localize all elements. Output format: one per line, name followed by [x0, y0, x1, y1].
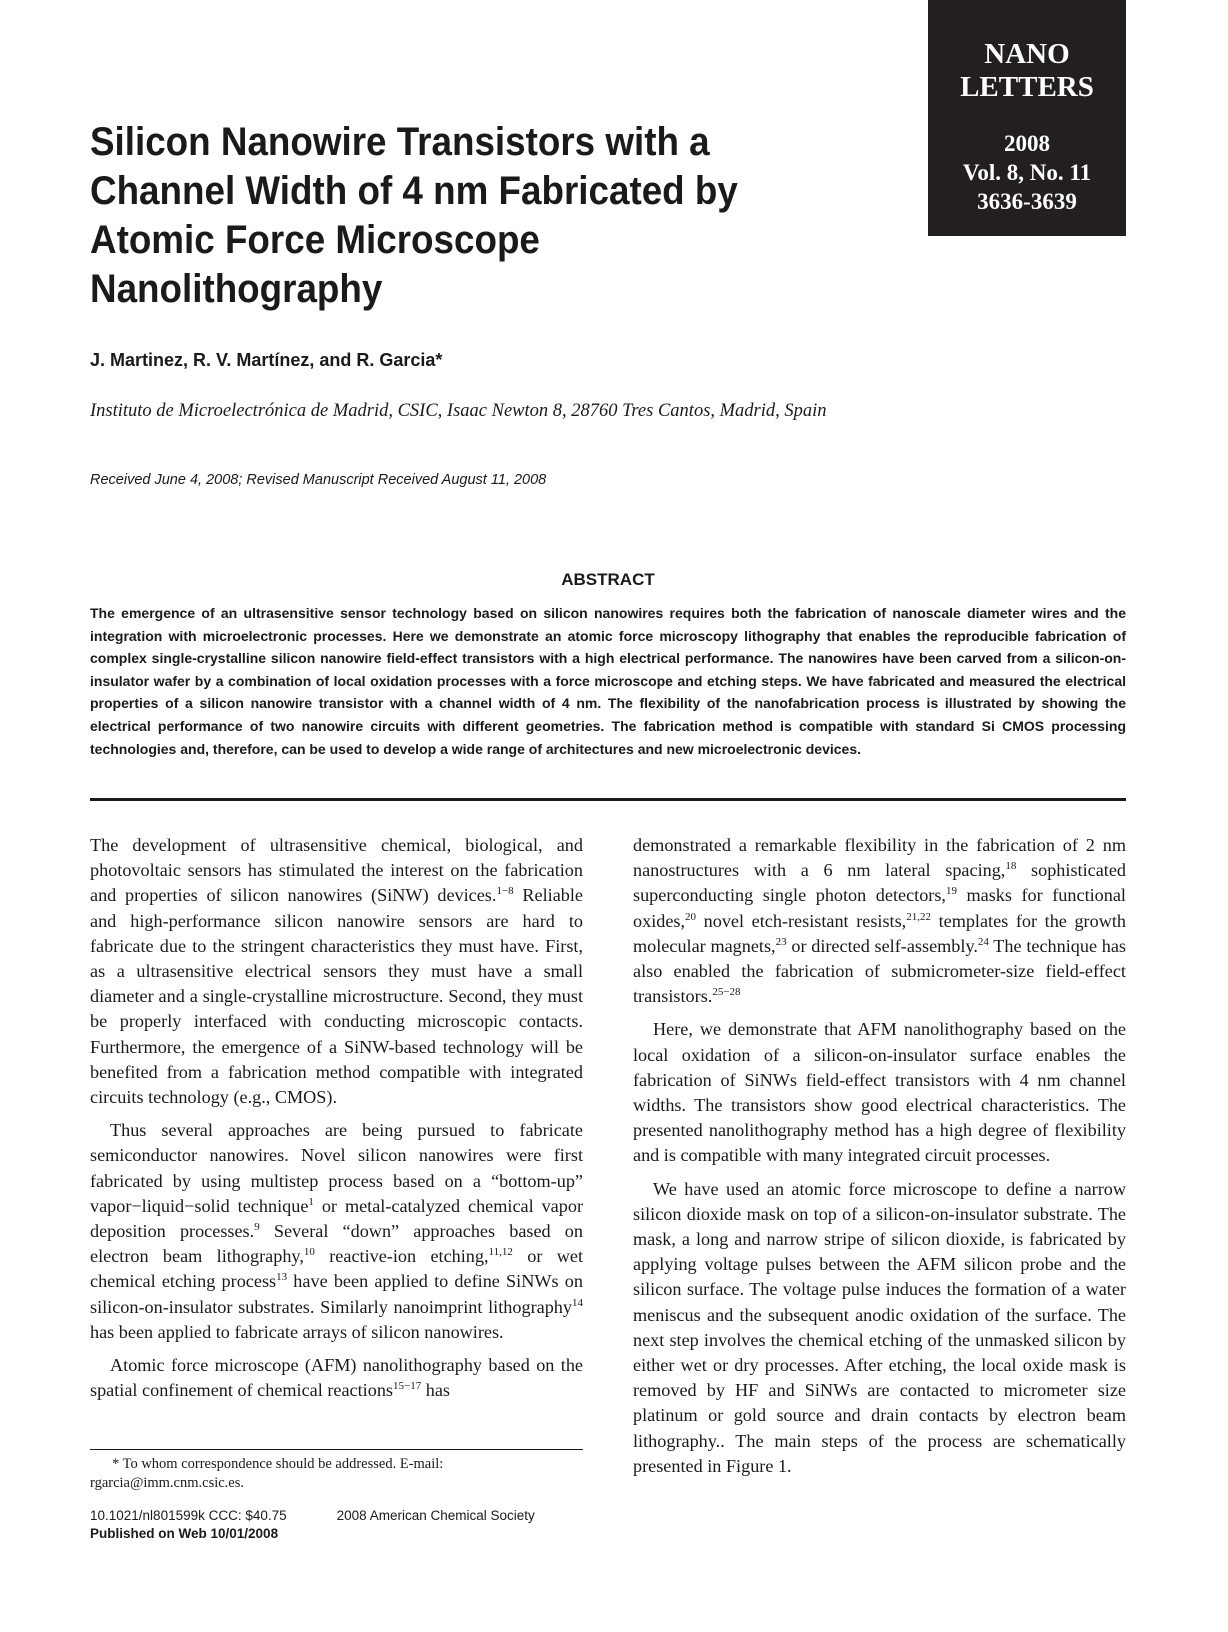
citation-ref: 15−17: [393, 1380, 422, 1393]
citation-ref: 23: [775, 935, 787, 948]
article-title: Silicon Nanowire Transistors with a Channel Width of 4 nm Fabricated by Atomic Force Microscope Nanolithography: [90, 120, 738, 311]
citation-ref: 13: [276, 1271, 288, 1284]
body-paragraph: Thus several approaches are being pursued to fabricate semiconductor nanowires. Novel silicon nanowires were first fabricated by using multistep process based on a “bottom-up” vapor−liquid−solid technique$^1$ or metal-catalyzed chemical vapor deposition processes.$^9$ Several “down” approaches based on electron beam lithography,$^{10}$ reactive-ion etching,$^{11,12}$ or wet chemical etching process$^{13}$ have been applied to define SiNWs on silicon-on-insulator substrates. Similarly nanoimprint lithography$^{14}$ has been applied to fabricate arrays of silicon nanowires.: [90, 1120, 583, 1342]
journal-volume: Vol. 8, No. 11: [962, 160, 1092, 185]
body-paragraph: We have used an atomic force microscope to define a narrow silicon dioxide mask on top of a silicon-on-insulator substrate. The mask, a long and narrow stripe of silicon dioxide, is fabricated by applying voltage pulses between the AFM silicon probe and the silicon surface. The voltage pulse induces the formation of a water meniscus and the subsequent anodic oxidation of the surface. The next step involves the chemical etching of the unmasked silicon by either wet or dry processes. After etching, the local oxide mask is removed by HF and SiNWs are contacted to micrometer size platinum or gold source and drain contacts by electron beam lithography.. The main steps of the process are schematically presented in Figure 1.: [633, 1178, 1126, 1476]
body-paragraph: Here, we demonstrate that AFM nanolithography based on the local oxidation of a silicon-on-insulator surface enables the fabrication of SiNWs field-effect transistors with 4 nm channel widths. The transistors show good electrical characteristics. The presented nanolithography method has a high degree of flexibility and is compatible with many integrated circuit processes.: [633, 1019, 1126, 1166]
body-column-left: [90, 833, 583, 1411]
citation-ref: 1−8: [496, 885, 514, 898]
journal-info-box: [928, 0, 1126, 236]
abstract-heading: ABSTRACT: [561, 570, 655, 589]
citation-ref: 11,12: [488, 1246, 513, 1259]
correspondence-footnote: * To whom correspondence should be addressed. E-mail: rgarcia@imm.cnm.csic.es.: [90, 1456, 444, 1491]
body-column-right: [633, 833, 1126, 1487]
body-paragraph: demonstrated a remarkable flexibility in the fabrication of 2 nm nanostructures with a 6 nm lateral spacing,$^{18}$ sophisticated superconducting single photon detectors,$^{19}$ masks for functional oxides,$^{20}$ novel etch-resistant resists,$^{21,22}$ templates for the growth molecular magnets,$^{23}$ or directed self-assembly.$^{24}$ The technique has also enabled the fabrication of submicrometer-size field-effect transistors.$^{25-28}$: [633, 835, 1126, 1007]
citation-ref: 14: [572, 1296, 583, 1309]
citation-ref: 21,22: [906, 910, 931, 923]
citation-ref: 9: [254, 1220, 260, 1233]
citation-ref: 20: [685, 910, 697, 923]
abstract-text: The emergence of an ultrasensitive sensor technology based on silicon nanowires requires both the fabrication of nanoscale diameter wires and the integration with microelectronic processes. Here we demonstrate an atomic force microscopy lithography that enables the reproducible fabrication of complex single-crystalline silicon nanowire field-effect transistors with a high electrical performance. The nanowires have been carved from a silicon-on-insulator wafer by a combination of local oxidation processes with a force microscope and etching steps. We have fabricated and measured the electrical properties of a silicon nanowire transistor with a channel width of 4 nm. The flexibility of the nanofabrication process is illustrated by showing the electrical performance of two nanowire circuits with different geometries. The fabrication method is compatible with standard Si CMOS processing technologies and, therefore, can be used to develop a wide range of architectures and new microelectronic devices.: [90, 605, 1126, 757]
citation-ref: 10: [303, 1246, 315, 1259]
footnote-divider: [90, 1449, 583, 1450]
citation-ref: 25−28: [712, 986, 741, 999]
citation-ref: 24: [977, 935, 989, 948]
abstract-divider: [90, 798, 1126, 801]
received-dates: Received June 4, 2008; Revised Manuscript Received August 11, 2008: [90, 472, 547, 488]
citation-ref: 19: [945, 885, 957, 898]
doi-text: 10.1021/nl801599k CCC: $40.75: [90, 1508, 287, 1523]
copyright-text: 2008 American Chemical Society: [336, 1508, 535, 1523]
journal-name: NANO LETTERS: [960, 38, 1094, 103]
article-affiliation: Instituto de Microelectrónica de Madrid, CSIC, Isaac Newton 8, 28760 Tres Cantos, Madrid, Spain: [90, 401, 827, 421]
citation-ref: 1: [308, 1195, 314, 1208]
journal-pages: 3636-3639: [977, 189, 1077, 214]
citation-ref: 18: [1005, 860, 1017, 873]
journal-year: 2008: [1004, 131, 1050, 156]
body-paragraph: The development of ultrasensitive chemical, biological, and photovoltaic sensors has stimulated the interest on the fabrication and properties of silicon nanowires (SiNW) devices.$^{1-8}$ Reliable and high-performance silicon nanowire sensors are hard to fabricate due to the stringent characteristics they must have. First, as a ultrasensitive electrical sensors they must have a small diameter and a single-crystalline microstructure. Second, they must be properly interfaced with conducting microscopic contacts. Furthermore, the emergence of a SiNW-based technology will be benefited from a fabrication method compatible with integrated circuits technology (e.g., CMOS).: [90, 835, 583, 1108]
doi-line: [90, 1507, 535, 1525]
article-authors: J. Martinez, R. V. Martínez, and R. Garcia*: [90, 350, 443, 370]
published-date: Published on Web 10/01/2008: [90, 1526, 279, 1541]
body-paragraph: Atomic force microscope (AFM) nanolithography based on the spatial confinement of chemical reactions$^{15-17}$ has: [90, 1355, 583, 1401]
